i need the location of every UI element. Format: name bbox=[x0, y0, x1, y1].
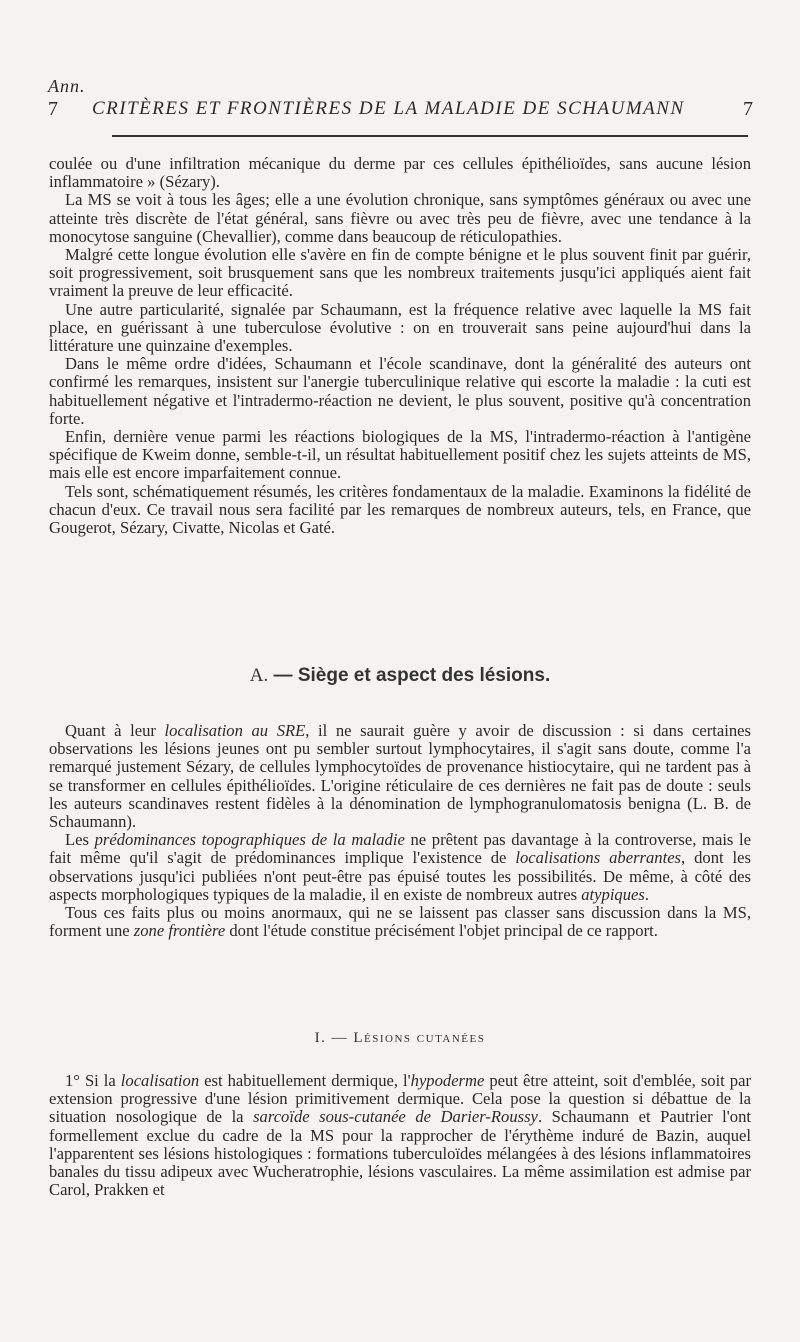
paragraph: Tels sont, schématiquement résumés, les critères fondamentaux de la maladie. Examinons la fidélité de chacun d'eux. Ce travail nous sera facilité par les remarques de nombreux auteurs, tels, en France, que Gougerot, Sézary, Civatte, Nicolas et Gaté. bbox=[49, 481, 751, 538]
page-number-right: 7 bbox=[743, 98, 753, 120]
paragraph: Enfin, dernière venue parmi les réactions biologiques de la MS, l'intradermo-réaction à l'antigène spécifique de Kweim donne, semble-t-il, un résultat habituellement positif chez les sujets atteints de MS, mais elle est encore imparfaitement connue. bbox=[49, 427, 751, 483]
paragraph: Une autre particularité, signalée par Schaumann, est la fréquence relative avec laquelle la MS fait place, en guérissant à une tuberculose évolutive : on en trouverait sans peine aujourd'hui dans la littérature une quinzaine d'exemples. bbox=[49, 299, 751, 356]
journal-abbrev: Ann. bbox=[48, 76, 86, 96]
section-title: Siège et aspect des lésions. bbox=[297, 665, 551, 686]
paragraph: Les prédominances topographiques de la maladie ne prêtent pas davantage à la controverse, mais le fait même qu'il s'agit de prédominances implique l'existence de localisations aberrantes, dont les observations jusqu'ici publiées n'ont peut-être pas épuisé toutes les possibilités. De même, à côté des aspects morphologiques typiques de la maladie, il en existe de nombreux autres atypiques. bbox=[49, 830, 752, 904]
paragraph: Dans le même ordre d'idées, Schaumann et l'école scandinave, dont la généralité des auteurs ont confirmé les remarques, insistent sur l'anergie tuberculinique relative qui escorte la maladie : la cuti est habituellement négative et l'intradermo-réaction ne devient, le plus souvent, positive qu'à concentration forte. bbox=[49, 354, 751, 428]
running-title: CRITÈRES ET FRONTIÈRES DE LA MALADIE DE SCHAUMANN bbox=[92, 98, 685, 119]
section-dash: — bbox=[268, 665, 298, 686]
paragraph: 1° Si la localisation est habituellement dermique, l'hypoderme peut être atteint, soit d'emblée, soit par extension progressive d'une lésion primitivement dermique. Cela pose la question si débattue de la situation nosologique de la sarcoïde sous-cutanée de Darier-Roussy. Schaumann et Pautrier l'ont formellement exclue du cadre de la MS pour la rapprocher de l'érythème induré de Bazin, auquel l'apparentent ses lésions histologiques : formations tuberculoïdes mélangées à des lésions inflammatoires banales du tissu adipeux avec Wucheratrophie, lésions vasculaires. La même assimilation est admise par Carol, Prakken et bbox=[49, 1071, 751, 1200]
paragraph: La MS se voit à tous les âges; elle a une évolution chronique, sans symptômes généraux ou avec une atteinte très discrète de l'état général, sans fièvre ou avec très peu de fièvre, avec une tendance à la monocytose sanguine (Chevallier), comme dans beaucoup de réticulopathies. bbox=[49, 190, 751, 246]
section-heading-a bbox=[0, 665, 800, 687]
paragraph: Quant à leur localisation au SRE, il ne saurait guère y avoir de discussion : si dans certaines observations les lésions jeunes ont pu sembler surtout lymphocytaires, il s'agit sans doute, comme l'a remarqué justement Sézary, de cellules lymphocytoïdes de provenance histiocytaire, qui ne tardent pas à se transformer en cellules épithélioïdes. L'origine réticulaire de ces dernières ne fait pas de doute : seuls les auteurs scandinaves restent fidèles à la dénomination de lymphogranulomatosis benigna (L. B. de Schaumann). bbox=[49, 721, 751, 832]
subsection-numeral: I. bbox=[314, 1030, 327, 1046]
paragraph: Malgré cette longue évolution elle s'avère en fin de compte bénigne et le plus souvent finit par guérir, soit progressivement, soit brusquement sans que les nombreux traitements jusqu'ici appliqués aient fait vraiment la preuve de leur efficacité. bbox=[49, 245, 751, 301]
subsection-heading-i bbox=[0, 1030, 800, 1047]
subsection-title: Lésions cutanées bbox=[353, 1030, 486, 1046]
paragraph: Tous ces faits plus ou moins anormaux, qui ne se laissent pas classer sans discussion dans la MS, forment une zone frontière dont l'étude constitue précisément l'objet principal de ce rapport. bbox=[49, 903, 751, 941]
section-i-text bbox=[49, 1072, 751, 1199]
intro-text bbox=[49, 155, 751, 537]
page-number-left: 7 bbox=[48, 98, 58, 120]
section-letter: A. bbox=[249, 665, 269, 686]
header-rule bbox=[112, 135, 748, 137]
running-header bbox=[48, 98, 753, 128]
section-a-text bbox=[49, 722, 751, 940]
paragraph: coulée ou d'une infiltration mécanique du derme par ces cellules épithélioïdes, sans aucune lésion inflammatoire » (Sézary). bbox=[49, 154, 751, 192]
subsection-dash: — bbox=[326, 1030, 354, 1046]
